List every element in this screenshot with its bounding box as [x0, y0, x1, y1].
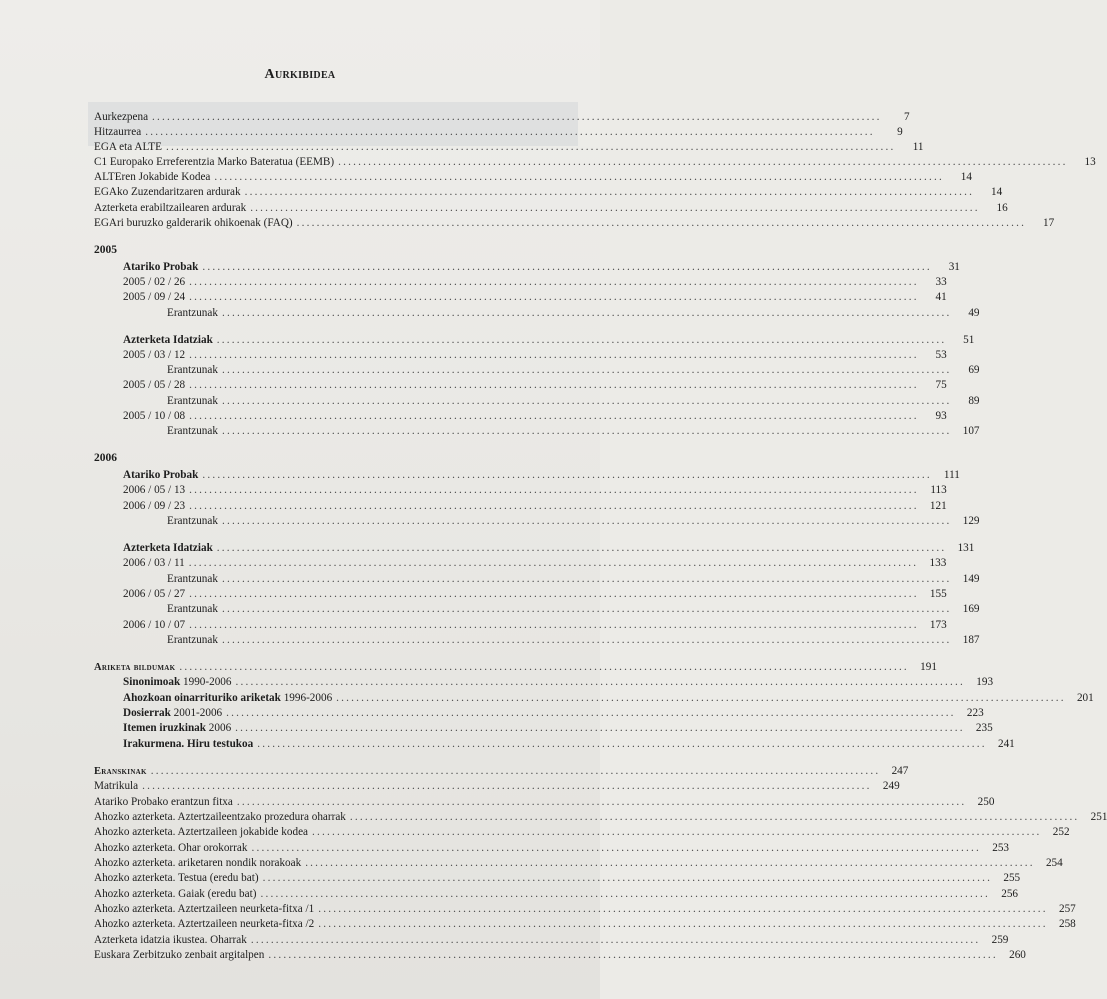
toc-label: EGAko Zuzendaritzaren ardurak: [94, 186, 241, 198]
toc-label: 2005 / 05 / 28: [123, 379, 186, 391]
toc-page: 41: [935, 291, 947, 303]
toc-page: 250: [977, 796, 995, 808]
toc-entry: [167, 572, 980, 586]
toc-page: 111: [943, 469, 960, 481]
toc-page: 235: [975, 722, 993, 734]
toc-label: 2006 / 09 / 23: [123, 500, 186, 512]
toc-page: 113: [930, 484, 947, 496]
toc-page: 249: [882, 780, 900, 792]
toc-leader: ..................................................................................................................................................: [189, 291, 919, 303]
toc-page: 53: [935, 349, 947, 361]
year-heading-2006: 2006: [94, 452, 117, 464]
toc-leader: ..................................................................................................................................................: [318, 903, 1048, 915]
toc-entry: [94, 902, 1076, 916]
toc-page: 241: [997, 738, 1015, 750]
toc-entry: [123, 409, 947, 423]
toc-leader: ..................................................................................................................................................: [221, 573, 952, 585]
toc-page: 89: [968, 395, 980, 407]
toc-leader: ..................................................................................................................................................: [179, 661, 909, 673]
toc-label: ALTEren Jokabide Kodea: [94, 171, 211, 183]
toc-label: Euskara Zerbitzuko zenbait argitalpen: [94, 949, 265, 961]
toc-page: 256: [1001, 888, 1018, 900]
toc-entry: [123, 275, 947, 289]
toc-label: Erantzunak: [167, 573, 218, 585]
toc-leader: ..................................................................................................................................................: [257, 738, 987, 750]
toc-page: 13: [1084, 156, 1096, 168]
toc-page: 17: [1042, 217, 1055, 229]
toc-leader: ..................................................................................................................................................: [260, 888, 990, 900]
toc-leader: ..................................................................................................................................................: [142, 780, 872, 792]
toc-leader: ..................................................................................................................................................: [150, 765, 881, 777]
toc-entry: [167, 394, 980, 408]
toc-leader: ..................................................................................................................................................: [189, 349, 919, 361]
toc-label: Ariketa bildumak: [94, 662, 176, 673]
toc-page: 259: [991, 934, 1009, 946]
toc-entry: [123, 348, 947, 362]
toc-page: 223: [966, 707, 984, 719]
toc-page: 49: [968, 307, 980, 319]
toc-page: 107: [962, 425, 980, 437]
toc-entry: [94, 948, 1026, 962]
toc-entry: [123, 541, 975, 555]
toc-page: 16: [996, 202, 1008, 214]
toc-page: 51: [963, 334, 975, 346]
toc-label: 2005 / 02 / 26: [123, 276, 186, 288]
toc-label: 2006 / 05 / 27: [123, 588, 186, 600]
toc-leader: ..................................................................................................................................................: [251, 842, 981, 854]
toc-label: Erantzunak: [167, 425, 218, 437]
toc-entry: [167, 633, 980, 647]
toc-entry: [94, 216, 1055, 230]
toc-section-entry: [94, 660, 937, 675]
toc-label: Hitzaurrea: [94, 126, 142, 138]
toc-entry: [94, 795, 995, 809]
toc-entry: [94, 856, 1063, 870]
toc-leader: ..................................................................................................................................................: [189, 276, 919, 288]
toc-label: C1 Europako Erreferentzia Marko Bateratua (EEMB): [94, 156, 335, 168]
year-heading-2005: 2005: [94, 244, 117, 256]
toc-leader: ..................................................................................................................................................: [349, 811, 1080, 823]
toc-label: Atariko Probak: [123, 261, 199, 273]
toc-leader: ..................................................................................................................................................: [145, 126, 875, 138]
toc-leader: ..................................................................................................................................................: [216, 542, 947, 554]
toc-label-years: 2006: [205, 722, 232, 734]
toc-page: 169: [962, 603, 980, 615]
toc-label: Dosierrak: [123, 707, 171, 719]
toc-section-entry: [94, 764, 909, 779]
toc-entry: [94, 825, 1070, 839]
toc-label: EGAri buruzko galderarik ohikoenak (FAQ): [94, 217, 293, 229]
toc-entry: [94, 201, 1008, 215]
toc-page: 257: [1058, 903, 1076, 915]
toc-leader: ..................................................................................................................................................: [221, 364, 952, 376]
toc-leader: ..................................................................................................................................................: [221, 634, 952, 646]
toc-page: 193: [976, 676, 994, 688]
toc-leader: ..................................................................................................................................................: [202, 261, 932, 273]
toc-entry: [123, 721, 993, 735]
toc-page: 131: [957, 542, 975, 554]
toc-page: 252: [1052, 826, 1070, 838]
toc-label: Matrikula: [94, 780, 139, 792]
toc-entry: [94, 125, 903, 139]
toc-page: 187: [962, 634, 980, 646]
toc-label: 2006 / 10 / 07: [123, 619, 186, 631]
toc-entry: [94, 140, 924, 154]
toc-leader: ..................................................................................................................................................: [221, 395, 952, 407]
toc-entry: [94, 779, 900, 793]
toc-label: Sinonimoak: [123, 676, 181, 688]
toc-label: Ahozko azterketa. Gaiak (eredu bat): [94, 888, 257, 900]
toc-page: 258: [1058, 918, 1076, 930]
toc-entry: [94, 170, 972, 184]
toc-label: Eranskinak: [94, 766, 147, 777]
toc-leader: ..................................................................................................................................................: [250, 202, 980, 214]
toc-label: Ahozko azterketa. Aztertzaileen neurketa-fitxa /2: [94, 918, 315, 930]
toc-leader: ..................................................................................................................................................: [216, 334, 947, 346]
toc-leader: ..................................................................................................................................................: [226, 707, 956, 719]
toc-label: Ahozko azterketa. Aztertzaileentzako prozedura oharrak: [94, 811, 346, 823]
toc-leader: ..................................................................................................................................................: [305, 857, 1035, 869]
toc-label: Ahozko azterketa. Ohar orokorrak: [94, 842, 248, 854]
toc-label: Ahozkoan oinarrituriko ariketak: [123, 692, 281, 704]
toc-label: 2006 / 03 / 11: [123, 557, 185, 569]
toc-label: Ahozko azterketa. Aztertzaileen jokabide kodea: [94, 826, 309, 838]
toc-page: 9: [897, 126, 903, 138]
toc-leader: ..................................................................................................................................................: [336, 692, 1066, 704]
toc-leader: ..................................................................................................................................................: [338, 156, 1068, 168]
toc-leader: ..................................................................................................................................................: [165, 141, 896, 153]
toc-leader: ..................................................................................................................................................: [312, 826, 1042, 838]
toc-page: 173: [929, 619, 947, 631]
toc-label: Ahozko azterketa. Testua (eredu bat): [94, 872, 259, 884]
toc-label: Ahozko azterketa. ariketaren nondik norakoak: [94, 857, 302, 869]
toc-page: 31: [948, 261, 960, 273]
toc-label: 2005 / 03 / 12: [123, 349, 186, 361]
toc-label: Azterketa erabiltzailearen ardurak: [94, 202, 247, 214]
toc-leader: ..................................................................................................................................................: [152, 111, 882, 123]
toc-page: 254: [1045, 857, 1063, 869]
toc-entry: [94, 110, 910, 124]
toc-page: 191: [920, 661, 937, 673]
toc-label: Erantzunak: [167, 603, 218, 615]
toc-entry: [123, 737, 1015, 751]
page-title: [0, 67, 600, 83]
toc-entry: [94, 887, 1018, 901]
toc-entry: [123, 691, 1094, 705]
toc-entry: [123, 618, 947, 632]
toc-label: Atariko Probak: [123, 469, 199, 481]
toc-label-years: 1996-2006: [280, 692, 333, 704]
toc-leader: ..................................................................................................................................................: [221, 425, 952, 437]
toc-entry: [123, 706, 984, 720]
toc-leader: ..................................................................................................................................................: [189, 619, 919, 631]
toc-page: 121: [929, 500, 947, 512]
page-title-text: Aurkibidea: [264, 67, 336, 82]
toc-entry: [123, 260, 960, 274]
toc-label: Azterketa idatzia ikustea. Oharrak: [94, 934, 247, 946]
toc-entry: [94, 841, 1009, 855]
toc-label: Erantzunak: [167, 515, 218, 527]
toc-page: 75: [935, 379, 947, 391]
toc-page: 14: [960, 171, 972, 183]
toc-label: 2005 / 10 / 08: [123, 410, 186, 422]
toc-label: Azterketa Idatziak: [123, 334, 213, 346]
toc-page: 251: [1090, 811, 1107, 823]
toc-entry: [123, 675, 994, 689]
toc-leader: ..................................................................................................................................................: [189, 379, 919, 391]
toc-leader: ..................................................................................................................................................: [262, 872, 993, 884]
toc-label-years: 1990-2006: [180, 676, 232, 688]
toc-entry: [123, 378, 947, 392]
toc-leader: ..................................................................................................................................................: [235, 722, 965, 734]
toc-leader: ..................................................................................................................................................: [188, 557, 919, 569]
toc-entry: [167, 602, 980, 616]
toc-leader: ..................................................................................................................................................: [236, 796, 967, 808]
toc-page: 255: [1003, 872, 1021, 884]
toc-label: Atariko Probako erantzun fitxa: [94, 796, 233, 808]
toc-entry: [123, 483, 947, 497]
toc-entry: [167, 363, 980, 377]
toc-entry: [94, 810, 1107, 824]
toc-entry: [123, 587, 947, 601]
toc-leader: ..................................................................................................................................................: [189, 500, 919, 512]
toc-page: 129: [962, 515, 980, 527]
toc-page: 201: [1076, 692, 1094, 704]
toc-label: 2005 / 09 / 24: [123, 291, 186, 303]
toc-entry: [123, 468, 960, 482]
toc-leader: ..................................................................................................................................................: [244, 186, 975, 198]
toc-entry: [167, 424, 980, 438]
toc-entry: [94, 155, 1096, 169]
toc-label: Aurkezpena: [94, 111, 149, 123]
toc-page: 14: [990, 186, 1003, 198]
toc-entry: [123, 290, 947, 304]
toc-page: 33: [935, 276, 947, 288]
toc-label: EGA eta ALTE: [94, 141, 162, 153]
toc-entry: [123, 333, 975, 347]
toc-entry: [94, 917, 1076, 931]
toc-leader: ..................................................................................................................................................: [250, 934, 981, 946]
toc-page: 247: [891, 765, 909, 777]
toc-label-years: 2001-2006: [170, 707, 223, 719]
toc-page: 253: [992, 842, 1009, 854]
toc-label: Erantzunak: [167, 364, 218, 376]
toc-page: 149: [962, 573, 980, 585]
toc-label: Erantzunak: [167, 307, 218, 319]
toc-entry: [167, 306, 980, 320]
toc-entry: [94, 871, 1021, 885]
toc-leader: ..................................................................................................................................................: [189, 484, 919, 496]
toc-page: 7: [904, 111, 910, 123]
toc-label: Ahozko azterketa. Aztertzaileen neurketa-fitxa /1: [94, 903, 315, 915]
toc-leader: ..................................................................................................................................................: [214, 171, 944, 183]
toc-entry: [167, 514, 980, 528]
toc-entry: [123, 499, 947, 513]
toc-entry: [94, 185, 1003, 199]
toc-leader: ..................................................................................................................................................: [221, 307, 952, 319]
toc-entry: [94, 933, 1009, 947]
toc-label: Irakurmena. Hiru testukoa: [123, 738, 254, 750]
toc-leader: ..................................................................................................................................................: [268, 949, 998, 961]
toc-entry: [123, 556, 947, 570]
toc-page: 93: [935, 410, 947, 422]
toc-label: 2006 / 05 / 13: [123, 484, 186, 496]
toc-leader: ..................................................................................................................................................: [235, 676, 966, 688]
toc-page: 133: [929, 557, 947, 569]
toc-label: Erantzunak: [167, 634, 218, 646]
toc-label: Azterketa Idatziak: [123, 542, 213, 554]
toc-page: 11: [912, 141, 924, 153]
toc-leader: ..................................................................................................................................................: [189, 588, 919, 600]
toc-label: Itemen iruzkinak: [123, 722, 206, 734]
toc-leader: ..................................................................................................................................................: [202, 469, 932, 481]
toc-label: Erantzunak: [167, 395, 218, 407]
toc-page: 155: [929, 588, 947, 600]
toc-page: 260: [1009, 949, 1026, 961]
toc-leader: ..................................................................................................................................................: [221, 515, 952, 527]
toc-leader: ..................................................................................................................................................: [189, 410, 919, 422]
toc-leader: ..................................................................................................................................................: [296, 217, 1027, 229]
toc-page: 69: [968, 364, 980, 376]
toc-leader: ..................................................................................................................................................: [221, 603, 952, 615]
toc-leader: ..................................................................................................................................................: [318, 918, 1048, 930]
